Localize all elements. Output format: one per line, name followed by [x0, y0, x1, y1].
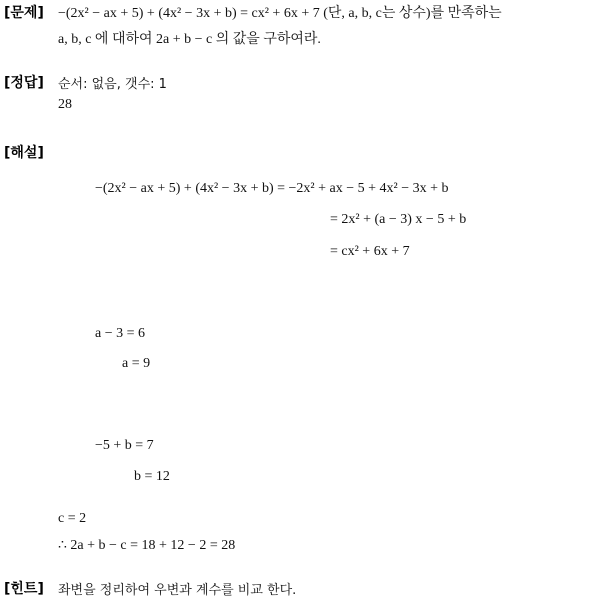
answer-value: 28	[58, 97, 72, 112]
expansion-line-2: = 2x² + (a − 3) x − 5 + b	[330, 212, 467, 227]
equation-b-line-2: b = 12	[134, 469, 170, 484]
expansion-line-1: −(2x² − ax + 5) + (4x² − 3x + b) = −2x² + ax − 5 + 4x² − 3x + b	[95, 181, 449, 196]
problem-statement-line2: a, b, c 에 대하여 2a + b − c 의 값을 구하여라.	[58, 32, 321, 47]
problem-statement-line1: −(2x² − ax + 5) + (4x² − 3x + b) = cx² + 6x + 7 (단, a, b, c는 상수)를 만족하는	[58, 6, 502, 21]
answer-order-count: 순서: 없음, 갯수: 1	[58, 77, 167, 92]
solution-label: [해설]	[4, 145, 44, 161]
expansion-line-3: = cx² + 6x + 7	[330, 244, 410, 259]
answer-label: [정답]	[4, 75, 44, 91]
hint-label: [힌트]	[4, 581, 44, 597]
hint-text: 좌변을 정리하여 우변과 계수를 비교 한다.	[58, 583, 297, 598]
equation-a-line-1: a − 3 = 6	[95, 326, 146, 341]
equation-b-line-1: −5 + b = 7	[95, 438, 154, 453]
problem-label: [문제]	[4, 5, 44, 21]
equation-a-line-2: a = 9	[122, 356, 151, 371]
final-result: ∴ 2a + b − c = 18 + 12 − 2 = 28	[58, 538, 236, 553]
c-value: c = 2	[58, 511, 87, 526]
